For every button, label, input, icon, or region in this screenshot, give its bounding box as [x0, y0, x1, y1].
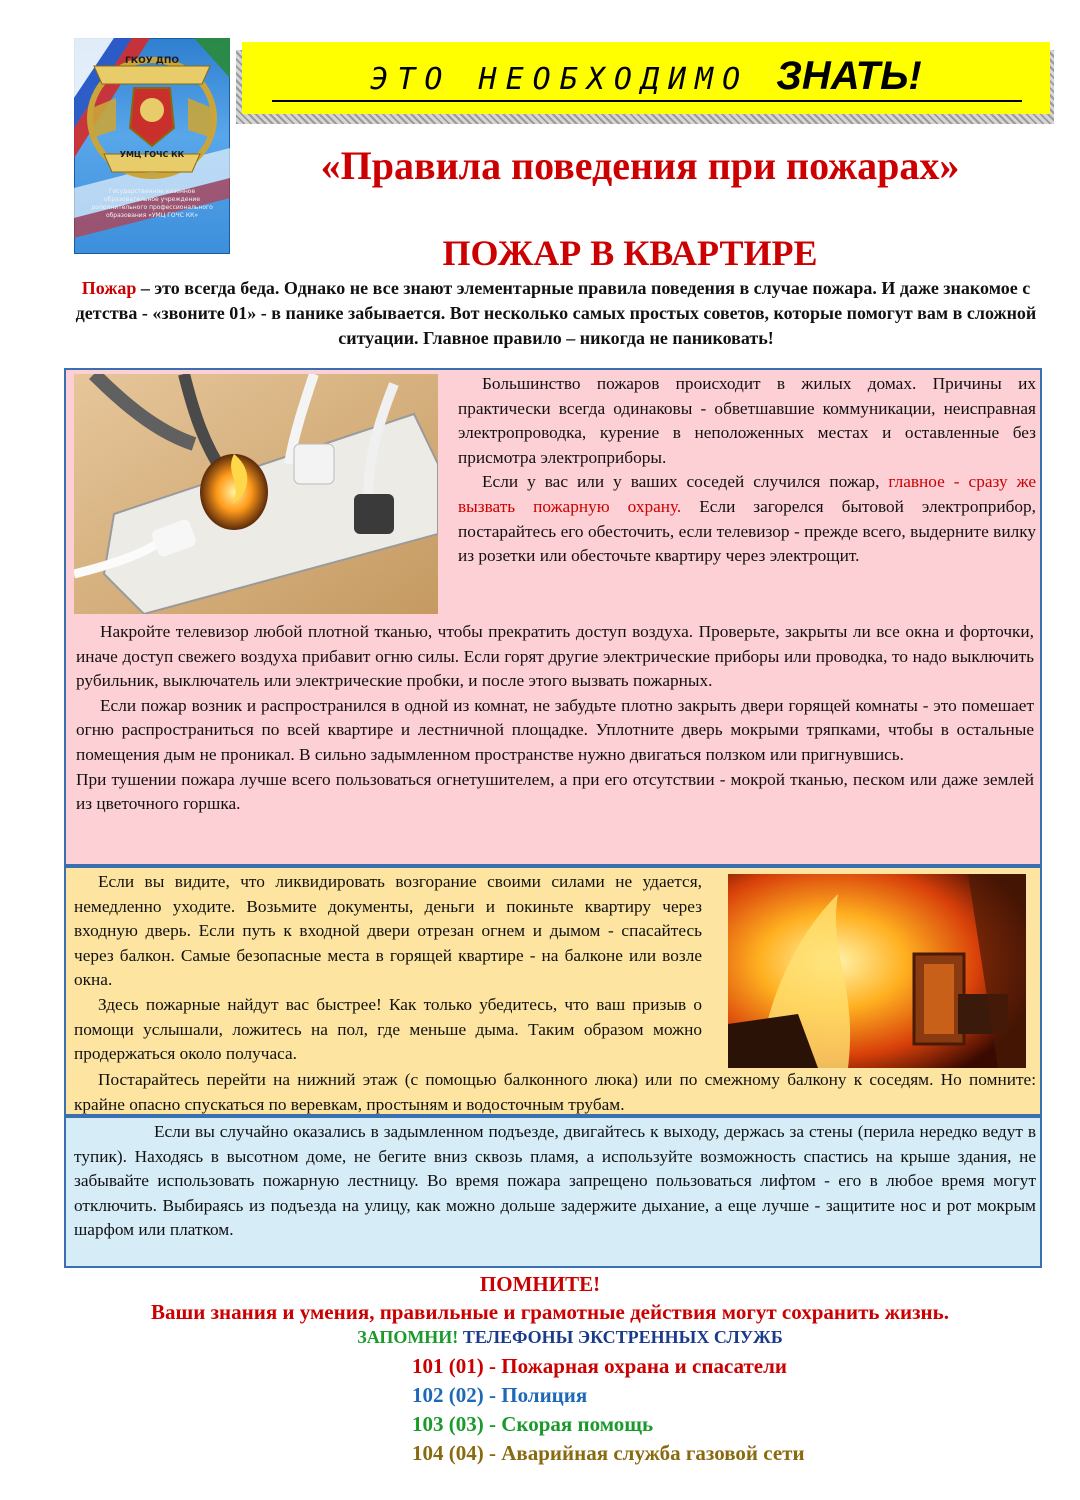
remember-text: Ваши знания и умения, правильные и грамотные действия могут сохранить жизнь.: [151, 1300, 949, 1324]
logo-top-text: ГКОУ ДПО: [124, 56, 179, 66]
banner: [242, 42, 1050, 114]
phone-gas-label: - Аварийная служба газовой сети: [483, 1441, 805, 1465]
phone-gas-number: 104 (04): [412, 1441, 484, 1465]
section1-p2-highlight: главное - сразу же вызвать пожарную охрану.: [458, 472, 1036, 516]
section1-top-text: [458, 372, 1036, 569]
banner-text: [242, 54, 1050, 99]
banner-text-strong: ЗНАТЬ!: [776, 54, 922, 98]
section2-paragraph-2: Здесь пожарные найдут вас быстрее! Как только убедитесь, что ваш призыв о помощи услышали, ложитесь на пол, где меньше дыма. Таким образом можно продержаться около получаса.: [74, 994, 702, 1064]
section1-paragraph-5: При тушении пожара лучше всего пользоваться огнетушителем, а при его отсутствии - мокрой тканью, песком или даже землей из цветочного горшка.: [76, 769, 1034, 814]
phone-police-number: 102 (02): [412, 1383, 484, 1407]
phone-fire-label: - Пожарная охрана и спасатели: [483, 1354, 787, 1378]
section1-paragraph-2: [458, 470, 1036, 568]
phone-ambulance: [412, 1412, 653, 1437]
section1-p2-before: Если у вас или у ваших соседей случился пожар,: [482, 472, 889, 492]
section-evacuation: [64, 866, 1042, 1116]
organization-logo: [74, 38, 230, 254]
phone-gas: [412, 1441, 805, 1466]
section-apartment-fire: [64, 368, 1042, 866]
phones-heading-green: ЗАПОМНИ!: [357, 1327, 459, 1347]
page-title: «Правила поведения при пожарах»: [320, 143, 960, 188]
phone-ambulance-number: 103 (03): [412, 1412, 484, 1436]
section2-top-text: [74, 870, 702, 1067]
remember-heading: ПОМНИТЕ!: [479, 1272, 601, 1296]
banner-underline: [272, 100, 1022, 102]
banner-text-main: ЭТО НЕОБХОДИМО: [370, 62, 777, 97]
section1-bottom-text: [76, 620, 1034, 817]
burnt-power-strip-photo: [74, 374, 438, 614]
phone-fire: [412, 1354, 787, 1379]
section2-bottom-text: [74, 1068, 1036, 1117]
logo-description: Государственное казенное образовательное учреждение дополнительного профессионального образования «УМЦ ГОЧС КК»: [91, 188, 213, 219]
section3-text: [74, 1120, 1036, 1243]
section2-paragraph-3: Постарайтесь перейти на нижний этаж (с помощью балконного люка) или по смежному балкону к соседям. Но помните: крайне опасно спускаться по веревкам, простыням и водосточным трубам.: [74, 1070, 1036, 1114]
phone-police: [412, 1383, 587, 1408]
page-subtitle: ПОЖАР В КВАРТИРЕ: [442, 233, 818, 273]
phones-heading-blue: ТЕЛЕФОНЫ ЭКСТРЕННЫХ СЛУЖБ: [458, 1327, 783, 1347]
section1-p2-after: Если загорелся бытовой электроприбор, постарайтесь его обесточить, если телевизор - прежде всего, выдерните вилку из розетки или обесточьте квартиру через электрощит.: [458, 496, 1036, 566]
phone-police-label: - Полиция: [483, 1383, 588, 1407]
phone-fire-number: 101 (01): [412, 1354, 484, 1378]
phones-heading: [0, 1327, 1080, 1348]
section-stairwell: [64, 1116, 1042, 1268]
emblem-icon: [74, 38, 230, 254]
intro-lead: Пожар: [81, 278, 137, 298]
intro-text: – это всегда беда. Однако не все знают элементарные правила поведения в случае пожара. И даже знакомое с детства - «звоните 01» - в панике забывается. Вот несколько самых простых советов, которые помогут вам в сложной ситуации. Главное правило – никогда не паниковать!: [75, 278, 1037, 348]
intro-paragraph: [66, 276, 1046, 351]
section1-paragraph-1: Большинство пожаров происходит в жилых домах. Причины их практически всегда одинаковы - обветшавшие коммуникации, неисправная электропроводка, курение в неположенных местах и оставленные без присмотра электроприборы.: [458, 374, 1036, 467]
section1-paragraph-3: Накройте телевизор любой плотной тканью, чтобы прекратить доступ воздуха. Проверьте, закрыты ли все окна и форточки, иначе доступ свежего воздуха прибавит огню силы. Если горят другие электрические приборы или проводка, то надо выключить рубильник, выключатель или электрические пробки, и после этого вызвать пожарных.: [76, 622, 1034, 691]
burning-room-photo: [728, 874, 1026, 1068]
section3-paragraph-1: Если вы случайно оказались в задымленном подъезде, двигайтесь к выходу, держась за стены (перила нередко ведут в тупик). Находясь в высотном доме, не бегите вниз сквозь пламя, а используйте возможность спастись на крыше здания, не забывайте использовать пожарную лестницу. Во время пожара запрещено пользоваться лифтом - его в любое время могут отключить. Выбираясь из подъезда на улицу, как можно дольше задержите дыхание, а еще лучше - защитите нос и рот мокрым шарфом или платком.: [74, 1122, 1036, 1240]
logo-mid-text: УМЦ ГОЧС КК: [119, 150, 185, 159]
section1-paragraph-4: Если пожар возник и распространился в одной из комнат, не забудьте плотно закрыть двери горящей комнаты - это помешает огню распространиться по всей квартире и лестничной площадке. Уплотните дверь мокрыми тряпками, чтобы в остальные помещения дым не проникал. В сильно задымленном пространстве нужно двигаться ползком или пригнувшись.: [76, 695, 1034, 764]
phone-ambulance-label: - Скорая помощь: [483, 1412, 654, 1436]
section2-paragraph-1: Если вы видите, что ликвидировать возгорание своими силами не удается, немедленно уходите. Возьмите документы, деньги и покиньте квартиру через входную дверь. Если путь к входной двери отрезан огнем и дымом - спасайтесь через балкон. Самые безопасные места в горящей квартире - на балконе или возле окна.: [74, 872, 702, 990]
